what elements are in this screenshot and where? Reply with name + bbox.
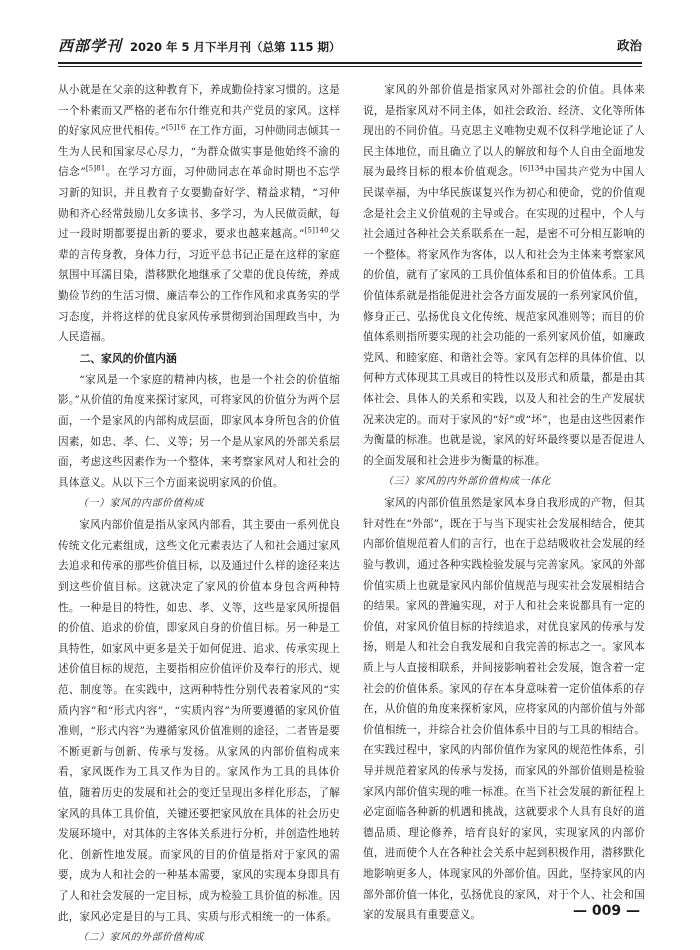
journal-name: 西部学刊 xyxy=(58,36,123,55)
section-heading: 二、家风的价值内涵 xyxy=(79,351,177,365)
citation: [5]81 xyxy=(85,164,106,173)
citation: [6]134 xyxy=(519,164,545,173)
paragraph: 家风的内部价值虽然是家风本身自我形成的产物，但其针对性在“外部”，既在于与当下现实社会发展相结合，使其内部价值规范着人们的言行，也在于总结吸收社会发展的经验与教训，通过各种实践检验发展与完善家风。家风的外部价值实质上也就是家风内部价值规范与现实社会发展相结合的结果。家风的普遍实现，对于人和社会来说都具有一定的价值，对家风价值目标的持续追求，对优良家风的传承与发扬，则是人和社会自我发展和自我完善的标志之一。家风本质上与人直接相联系，并间接影响着社会发展，饱含着一定社会的价值体系。家风的存在本身意味着一定价值体系的存在，从价值的角度来探析家风，应将家风的内部价值与外部价值相统一，并综合社会价值体系中目的与工具的相结合。在实践过程中，家风的内部价值作为家风的规范性体系，引导并规范着家风的传承与发扬，而家风的外部价值则是检验家风内部价值实现的唯一标准。在当下社会发展的新征程上必定面临各种新的机遇和挑战，这就要求个人具有良好的道德品质、理论修养，培育良好的家风，实现家风的内部价值，进而使个人在各种社会关系中起到积极作用，潜移默化地影响更多人，体现家风的外部价值。因此，坚持家风的内部外部价值一体化，弘扬优良的家风，对于个人、社会和国家的发展具有重要意义。 xyxy=(363,497,645,922)
text-run: 。在学习方面，习仲勋同志在革命时期也不忘学习新的知识，并且教育子女要勤奋好学、精益求精，“习仲勋和齐心经常鼓励儿女多读书、多学习，为人民做贡献，每过一段时期都要提出新的要求，要求也越来越高。” xyxy=(58,166,340,241)
text-run: 家风的外部价值是指家风对外部社会的价值。具体来说，是指家风对不同主体，如社会政治、经济、文化等所体现出的不同价值。马克思主义唯物史观不仅科学地论证了人民主体地位，而且确立了以人的解放和每个人自由全面地发展为最终目标的根本价值观念。 xyxy=(363,84,645,179)
paragraph xyxy=(363,80,645,471)
text-run: 在工作方面，习仲勋同志倾其一生为人民和国家尽心尽力，“为群众做实事是他始终不渝的信念” xyxy=(58,125,340,179)
subsection-heading: （三）家风的内外部价值构成一体化 xyxy=(383,476,551,488)
text-run: 从小就是在父亲的这种教育下，养成勤俭持家习惯的。这是一个朴素而又严格的老布尔什维克和共产党员的家风。这样的好家风应世代相传。” xyxy=(58,84,340,138)
paragraph: “家风是一个家庭的精神内核，也是一个社会的价值缩影。”从价值的角度来探讨家风，可将家风的价值分为两个层面，一个是家风的内部构成层面，即家风本身所包含的价值因素，如忠、孝、仁、义等；另一个是从家风的外部关系层面，考虑这些因素作为一个整体，来考察家风对人和社会的具体意义。从以下三个方面来说明家风的价值。 xyxy=(58,373,340,489)
running-header xyxy=(58,32,642,58)
subsection-heading: （一）家风的内部价值构成 xyxy=(78,498,204,510)
header-left xyxy=(58,35,341,56)
subsection-heading: （二）家风的外部价值构成 xyxy=(78,932,204,944)
paragraph: 家风内部价值是指从家风内部看，其主要由一系列优良传统文化元素组成，这些文化元素表达了人和社会通过家风去追求和传承的那些价值目标，以及通过什么样的途径来达到这些价值目标。这就决定了家风的价值本身包含两种特性。一种是目的特性，如忠、孝、义等，这些是家风所提倡的价值、追求的价值，即家风自身的价值目标。另一种是工具特性，如家风中更多是关于如何促进、追求、传承实现上述价值目标的规范，主要指相应价值评价及奉行的形式、规范、制度等。在实践中，这两种特性分别代表着家风的“实质内容”和“形式内容”，“实质内容”为所要遵循的家风价值准则，“形式内容”为遵循家风价值准则的途径，二者皆是要不断更新与创新、传承与发扬。从家风的内部价值构成来看，家风既作为工具又作为目的。家风作为工具的具体价值，随着历史的发展和社会的变迁呈现出多样化形态，了解家风的具体工具价值，关键还要把家风放在具体的社会历史发展环境中，对其体的主客体关系进行分析，并创造性地转化、创新性地发展。而家风的目的价值是指对于家风的需要，成为人和社会的一种基本需要，家风的实现本身即具有了人和社会发展的一定目标，成为检验工具价值的标准。因此，家风必定是目的与工具、实质与形式相统一的一体系。 xyxy=(58,519,340,923)
left-column xyxy=(58,80,340,944)
citation: [5]140 xyxy=(304,226,329,235)
page-number: — 009 — xyxy=(573,903,640,919)
header-rule xyxy=(58,62,642,67)
paragraph xyxy=(58,80,340,348)
section-label: 政治 xyxy=(616,38,642,53)
issue-info: 2020 年 5 月下半月刊（总第 115 期） xyxy=(130,39,341,54)
text-run: 父辈的言传身教，身体力行，习近平总书记正是在这样的家庭氛围中耳濡目染，潜移默化地继承了父辈的优良传统，养成勤俭节约的生活习惯、廉洁奉公的工作作风和求真务实的学习态度，并将这样的优良家风传承贯彻到治国理政当中，为人民造福。 xyxy=(58,228,340,344)
citation: [5]16 xyxy=(166,123,186,132)
text-run: 中国共产党为中国人民谋幸福，为中华民族谋复兴作为初心和使命，党的价值观念是社会主义价值观的主导或合。在实现的过程中，个人与社会通过各种社会关系联系在一起，是密不可分相互影响的一个整体。将家风作为客体，以人和社会为主体来考察家风的价值，就有了家风的工具价值体系和目的价值体系。工具价值体系就是指能促进社会各方面发展的一系列家风价值，修身正己、弘扬优良文化传统、规范家风准则等；而目的价值体系则指所要实现的社会功能的一系列家风价值，如廉政党风、和睦家庭、和谐社会等。家风有怎样的具体价值、以何种方式体现其工具或目的特性以及形式和质量，都是由其体社会、具体人的关系和实践，以及人和社会的生产发展状况来决定的。而对于家风的“好”或“坏”，也是由这些因素作为衡量的标准。也就是说，家风的好坏最终要以是否促进人的全面发展和社会进步为衡量的标准。 xyxy=(363,166,645,467)
